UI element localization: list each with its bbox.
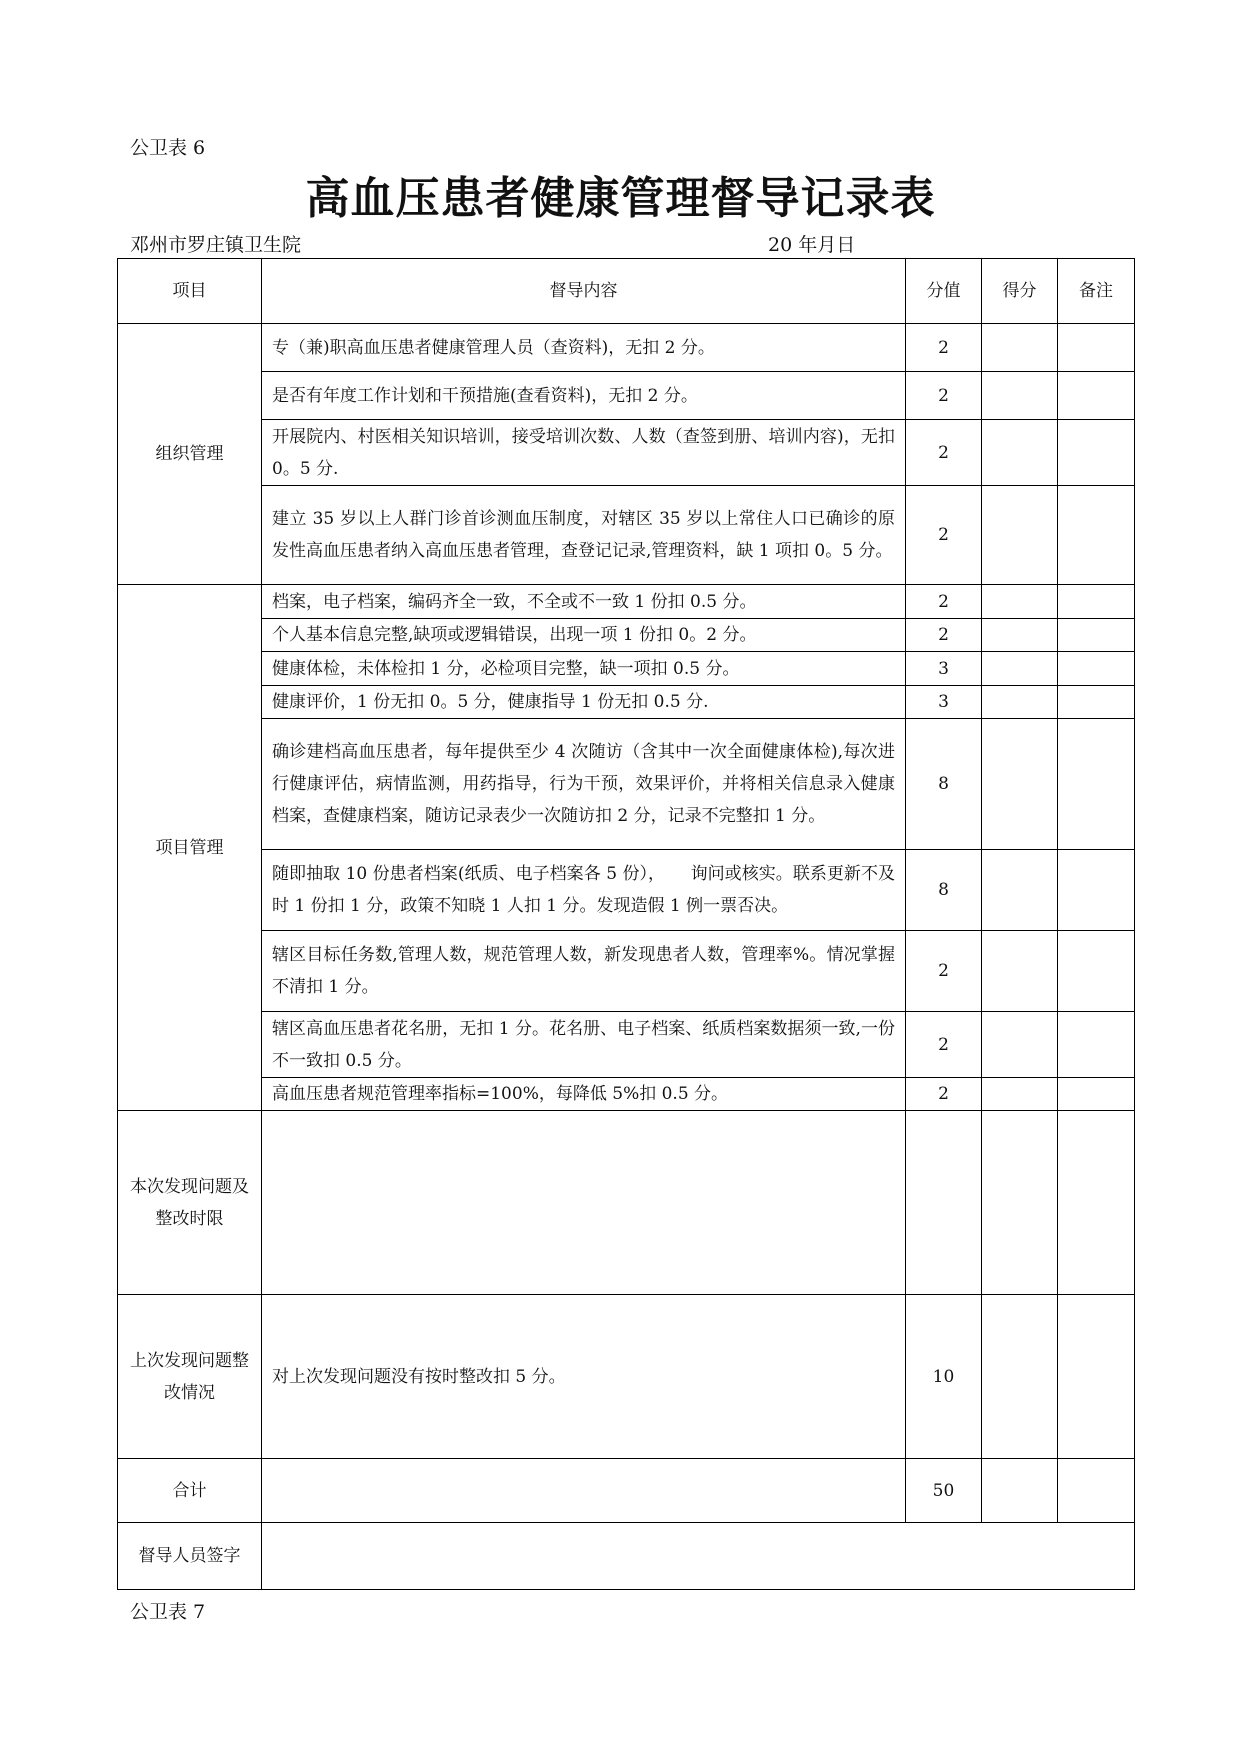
remarks-cell[interactable] xyxy=(1058,652,1135,686)
table-row xyxy=(118,1078,1135,1111)
table-row xyxy=(118,486,1135,585)
row-score: 2 xyxy=(906,420,982,486)
table-row xyxy=(118,1295,1135,1459)
obtained-score-cell[interactable] xyxy=(982,1111,1058,1295)
remarks-cell[interactable] xyxy=(1058,585,1135,619)
row-score: 2 xyxy=(906,931,982,1012)
obtained-score-cell[interactable] xyxy=(982,719,1058,850)
current-issues-content[interactable] xyxy=(262,1111,906,1295)
obtained-score-cell[interactable] xyxy=(982,372,1058,420)
row-content: 是否有年度工作计划和干预措施(查看资料)，无扣 2 分。 xyxy=(262,372,906,420)
signature-label: 督导人员签字 xyxy=(118,1523,262,1590)
remarks-cell[interactable] xyxy=(1058,850,1135,931)
previous-issues-content: 对上次发现问题没有按时整改扣 5 分。 xyxy=(262,1295,906,1459)
row-score: 2 xyxy=(906,619,982,652)
row-score: 3 xyxy=(906,652,982,686)
table-row xyxy=(118,1459,1135,1523)
row-content: 档案，电子档案，编码齐全一致，不全或不一致 1 份扣 0.5 分。 xyxy=(262,585,906,619)
row-score: 2 xyxy=(906,372,982,420)
column-header-score: 分值 xyxy=(906,259,982,324)
table-row xyxy=(118,324,1135,372)
table-row xyxy=(118,686,1135,719)
obtained-score-cell[interactable] xyxy=(982,1295,1058,1459)
column-header-obtained: 得分 xyxy=(982,259,1058,324)
row-content: 确诊建档高血压患者，每年提供至少 4 次随访（含其中一次全面健康体检),每次进行健康评估，病情监测，用药指导，行为干预，效果评价，并将相关信息录入健康档案，查健康档案，随访记录表少一次随访扣 2 分，记录不完整扣 1 分。 xyxy=(262,719,906,850)
remarks-cell[interactable] xyxy=(1058,324,1135,372)
total-content xyxy=(262,1459,906,1523)
obtained-score-cell[interactable] xyxy=(982,931,1058,1012)
table-row xyxy=(118,931,1135,1012)
current-issues-score[interactable] xyxy=(906,1111,982,1295)
remarks-cell[interactable] xyxy=(1058,1012,1135,1078)
table-row xyxy=(118,1523,1135,1590)
obtained-score-cell[interactable] xyxy=(982,1078,1058,1111)
table-row xyxy=(118,1012,1135,1078)
current-issues-label: 本次发现问题及整改时限 xyxy=(118,1111,262,1295)
table-row xyxy=(118,719,1135,850)
table-row xyxy=(118,372,1135,420)
row-content: 健康体检，未体检扣 1 分，必检项目完整，缺一项扣 0.5 分。 xyxy=(262,652,906,686)
table-row xyxy=(118,585,1135,619)
row-score: 8 xyxy=(906,719,982,850)
row-content: 辖区高血压患者花名册，无扣 1 分。花名册、电子档案、纸质档案数据须一致,一份不一致扣 0.5 分。 xyxy=(262,1012,906,1078)
remarks-cell[interactable] xyxy=(1058,486,1135,585)
remarks-cell[interactable] xyxy=(1058,420,1135,486)
category-project-management: 项目管理 xyxy=(118,585,262,1111)
total-score: 50 xyxy=(906,1459,982,1523)
form-code-bottom: 公卫表 7 xyxy=(130,1601,206,1623)
signature-field[interactable] xyxy=(262,1523,1135,1590)
table-row xyxy=(118,619,1135,652)
table-row xyxy=(118,652,1135,686)
obtained-score-cell[interactable] xyxy=(982,1012,1058,1078)
row-content: 高血压患者规范管理率指标=100%，每降低 5%扣 0.5 分。 xyxy=(262,1078,906,1111)
previous-issues-score: 10 xyxy=(906,1295,982,1459)
obtained-score-cell[interactable] xyxy=(982,324,1058,372)
row-content: 健康评价，1 份无扣 0。5 分，健康指导 1 份无扣 0.5 分. xyxy=(262,686,906,719)
remarks-cell[interactable] xyxy=(1058,372,1135,420)
column-header-remarks: 备注 xyxy=(1058,259,1135,324)
remarks-cell[interactable] xyxy=(1058,719,1135,850)
supervision-record-table xyxy=(117,258,1135,1590)
obtained-score-cell[interactable] xyxy=(982,652,1058,686)
organization-name: 邓州市罗庄镇卫生院 xyxy=(130,234,302,256)
remarks-cell[interactable] xyxy=(1058,1111,1135,1295)
row-score: 2 xyxy=(906,1012,982,1078)
row-content: 个人基本信息完整,缺项或逻辑错误，出现一项 1 份扣 0。2 分。 xyxy=(262,619,906,652)
form-code-top: 公卫表 6 xyxy=(130,137,206,159)
obtained-score-cell[interactable] xyxy=(982,619,1058,652)
remarks-cell[interactable] xyxy=(1058,686,1135,719)
column-header-item: 项目 xyxy=(118,259,262,324)
row-content: 随即抽取 10 份患者档案(纸质、电子档案各 5 份）， 询问或核实。联系更新不及时 1 份扣 1 分，政策不知晓 1 人扣 1 分。发现造假 1 例一票否决。 xyxy=(262,850,906,931)
remarks-cell[interactable] xyxy=(1058,931,1135,1012)
remarks-cell[interactable] xyxy=(1058,1295,1135,1459)
row-content: 开展院内、村医相关知识培训，接受培训次数、人数（查签到册、培训内容)，无扣 0。5 分. xyxy=(262,420,906,486)
previous-issues-label: 上次发现问题整改情况 xyxy=(118,1295,262,1459)
table-row xyxy=(118,1111,1135,1295)
row-score: 2 xyxy=(906,486,982,585)
total-label: 合计 xyxy=(118,1459,262,1523)
obtained-score-cell[interactable] xyxy=(982,486,1058,585)
row-content: 辖区目标任务数,管理人数，规范管理人数，新发现患者人数，管理率%。情况掌握不清扣 1 分。 xyxy=(262,931,906,1012)
obtained-score-cell[interactable] xyxy=(982,686,1058,719)
table-row xyxy=(118,850,1135,931)
row-score: 3 xyxy=(906,686,982,719)
page-title: 高血压患者健康管理督导记录表 xyxy=(305,173,936,224)
row-score: 2 xyxy=(906,1078,982,1111)
row-content: 专（兼)职高血压患者健康管理人员（查资料)，无扣 2 分。 xyxy=(262,324,906,372)
remarks-cell[interactable] xyxy=(1058,1078,1135,1111)
total-obtained-cell[interactable] xyxy=(982,1459,1058,1523)
table-row xyxy=(118,420,1135,486)
obtained-score-cell[interactable] xyxy=(982,420,1058,486)
remarks-cell[interactable] xyxy=(1058,1459,1135,1523)
category-org-management: 组织管理 xyxy=(118,324,262,585)
column-header-content: 督导内容 xyxy=(262,259,906,324)
row-score: 2 xyxy=(906,585,982,619)
obtained-score-cell[interactable] xyxy=(982,585,1058,619)
row-score: 8 xyxy=(906,850,982,931)
row-score: 2 xyxy=(906,324,982,372)
date-field: 20 年月日 xyxy=(768,234,856,256)
row-content: 建立 35 岁以上人群门诊首诊测血压制度，对辖区 35 岁以上常住人口已确诊的原发性高血压患者纳入高血压患者管理，查登记记录,管理资料，缺 1 项扣 0。5 分。 xyxy=(262,486,906,585)
obtained-score-cell[interactable] xyxy=(982,850,1058,931)
remarks-cell[interactable] xyxy=(1058,619,1135,652)
